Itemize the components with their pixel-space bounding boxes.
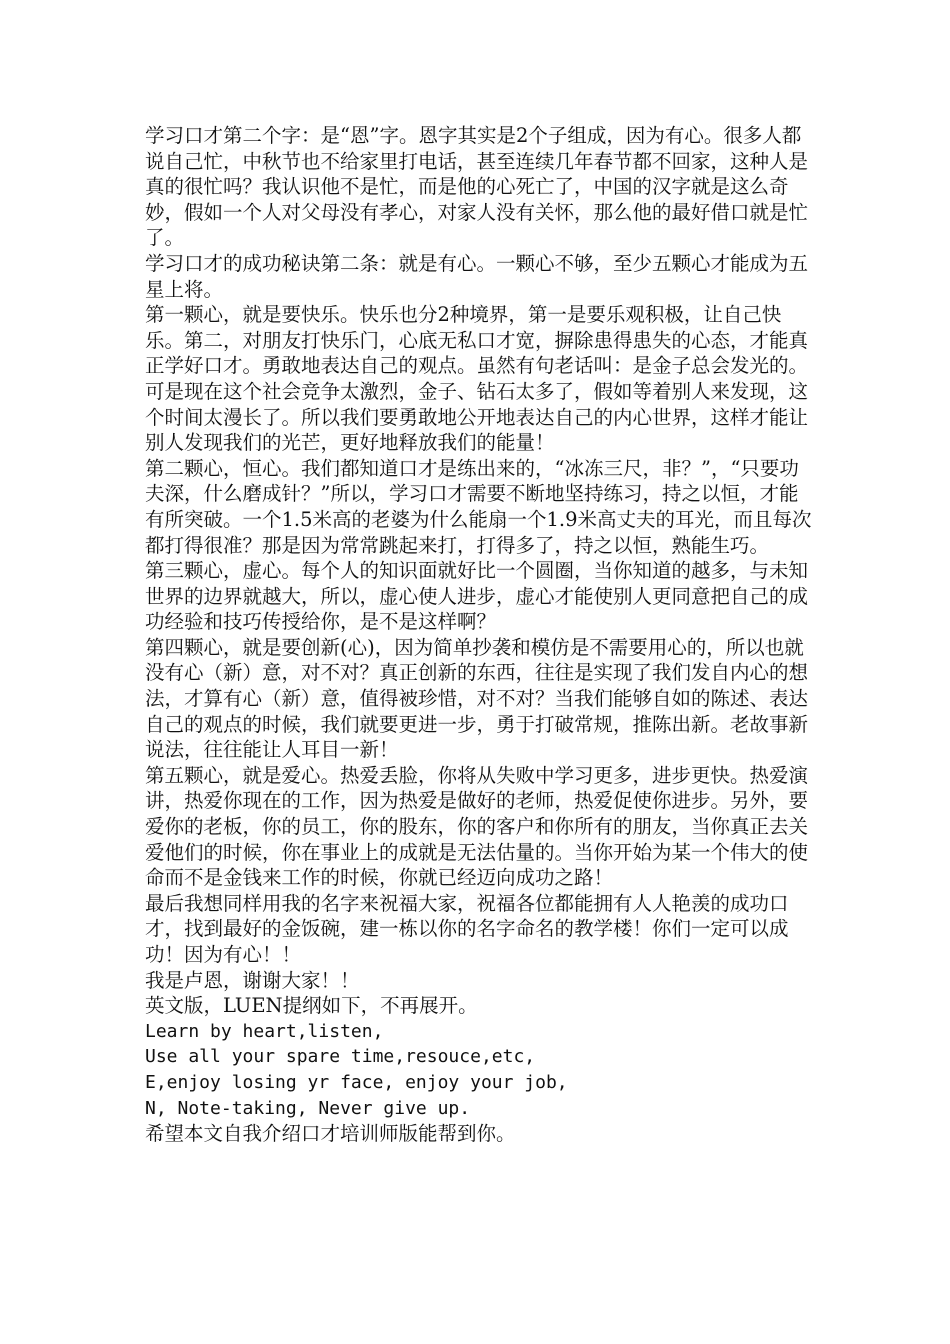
paragraph-closing: 希望本文自我介绍口才培训师版能帮到你。 (145, 1122, 516, 1146)
document-body (145, 123, 815, 1147)
outline-line-u: Use all your spare time,resouce,etc, (145, 1046, 536, 1068)
paragraph-en-intro: 学习口才第二个字：是“恩”字。恩字其实是2个子组成，因为有心。很多人都说自己忙，中秋节也不给家里打电话，甚至连续几年春节都不回家，这种人是真的很忙吗？我认识他不是忙，而是他的心死亡了，中国的汉字就是这么奇妙，假如一个人对父母没有孝心，对家人没有关怀，那么他的最好借口就是忙了。 (145, 124, 809, 250)
paragraph-first-heart: 第一颗心，就是要快乐。快乐也分2种境界，第一是要乐观积极，让自己快乐。第二，对朋友打快乐门，心底无私口才宽，摒除患得患失的心态，才能真正学好口才。勇敢地表达自己的观点。虽然有句老话叫：是金子总会发光的。可是现在这个社会竞争太激烈，金子、钻石太多了，假如等着别人来发现，这个时间太漫长了。所以我们要勇敢地公开地表达自己的内心世界，这样才能让别人发现我们的光芒，更好地释放我们的能量！ (145, 303, 809, 455)
paragraph-fifth-heart: 第五颗心，就是爱心。热爱丢脸，你将从失败中学习更多，进步更快。热爱演讲，热爱你现在的工作，因为热爱是做好的老师，热爱促使你进步。另外，要爱你的老板，你的员工，你的股东，你的客户和你所有的朋友，当你真正去关爱他们的时候，你在事业上的成就是无法估量的。当你开始为某一个伟大的使命而不是金钱来工作的时候，你就已经迈向成功之路！ (145, 763, 809, 890)
outline-line-n: N, Note-taking, Never give up. (145, 1097, 471, 1119)
paragraph-secret-two: 学习口才的成功秘诀第二条：就是有心。一颗心不够，至少五颗心才能成为五星上将。 (145, 251, 809, 301)
paragraph-third-heart: 第三颗心，虚心。每个人的知识面就好比一个圆圈，当你知道的越多，与未知世界的边界就越大，所以，虚心使人进步，虚心才能使别人更同意把自己的成功经验和技巧传授给你，是不是这样啊？ (145, 559, 809, 634)
paragraph-thanks: 我是卢恩，谢谢大家！！ (145, 968, 360, 992)
paragraph-english-outline-intro: 英文版，LUEN提纲如下，不再展开。 (145, 994, 478, 1018)
paragraph-second-heart: 第二颗心，恒心。我们都知道口才是练出来的，“冰冻三尺，非？”，“只要功夫深，什么磨成针？”所以，学习口才需要不断地坚持练习，持之以恒，才能有所突破。一个1.5米高的老婆为什么能扇一个1.9米高丈夫的耳光，而且每次都打得很准？那是因为常常跳起来打，打得多了，持之以恒，熟能生巧。 (145, 456, 812, 557)
outline-line-l: Learn by heart,listen, (145, 1020, 384, 1042)
paragraph-fourth-heart: 第四颗心，就是要创新(心)，因为简单抄袭和模仿是不需要用心的，所以也就没有心（新）意，对不对？真正创新的东西，往往是实现了我们发自内心的想法，才算有心（新）意，值得被珍惜，对不对？当我们能够自如的陈述、表达自己的观点的时候，我们就要更进一步，勇于打破常规，推陈出新。老故事新说法，往往能让人耳目一新！ (145, 635, 809, 762)
outline-line-e: E,enjoy losing yr face, enjoy your job, (145, 1071, 568, 1093)
paragraph-blessing: 最后我想同样用我的名字来祝福大家，祝福各位都能拥有人人艳羡的成功口才，找到最好的金饭碗，建一栋以你的名字命名的教学楼！你们一定可以成功！因为有心！！ (145, 891, 789, 966)
